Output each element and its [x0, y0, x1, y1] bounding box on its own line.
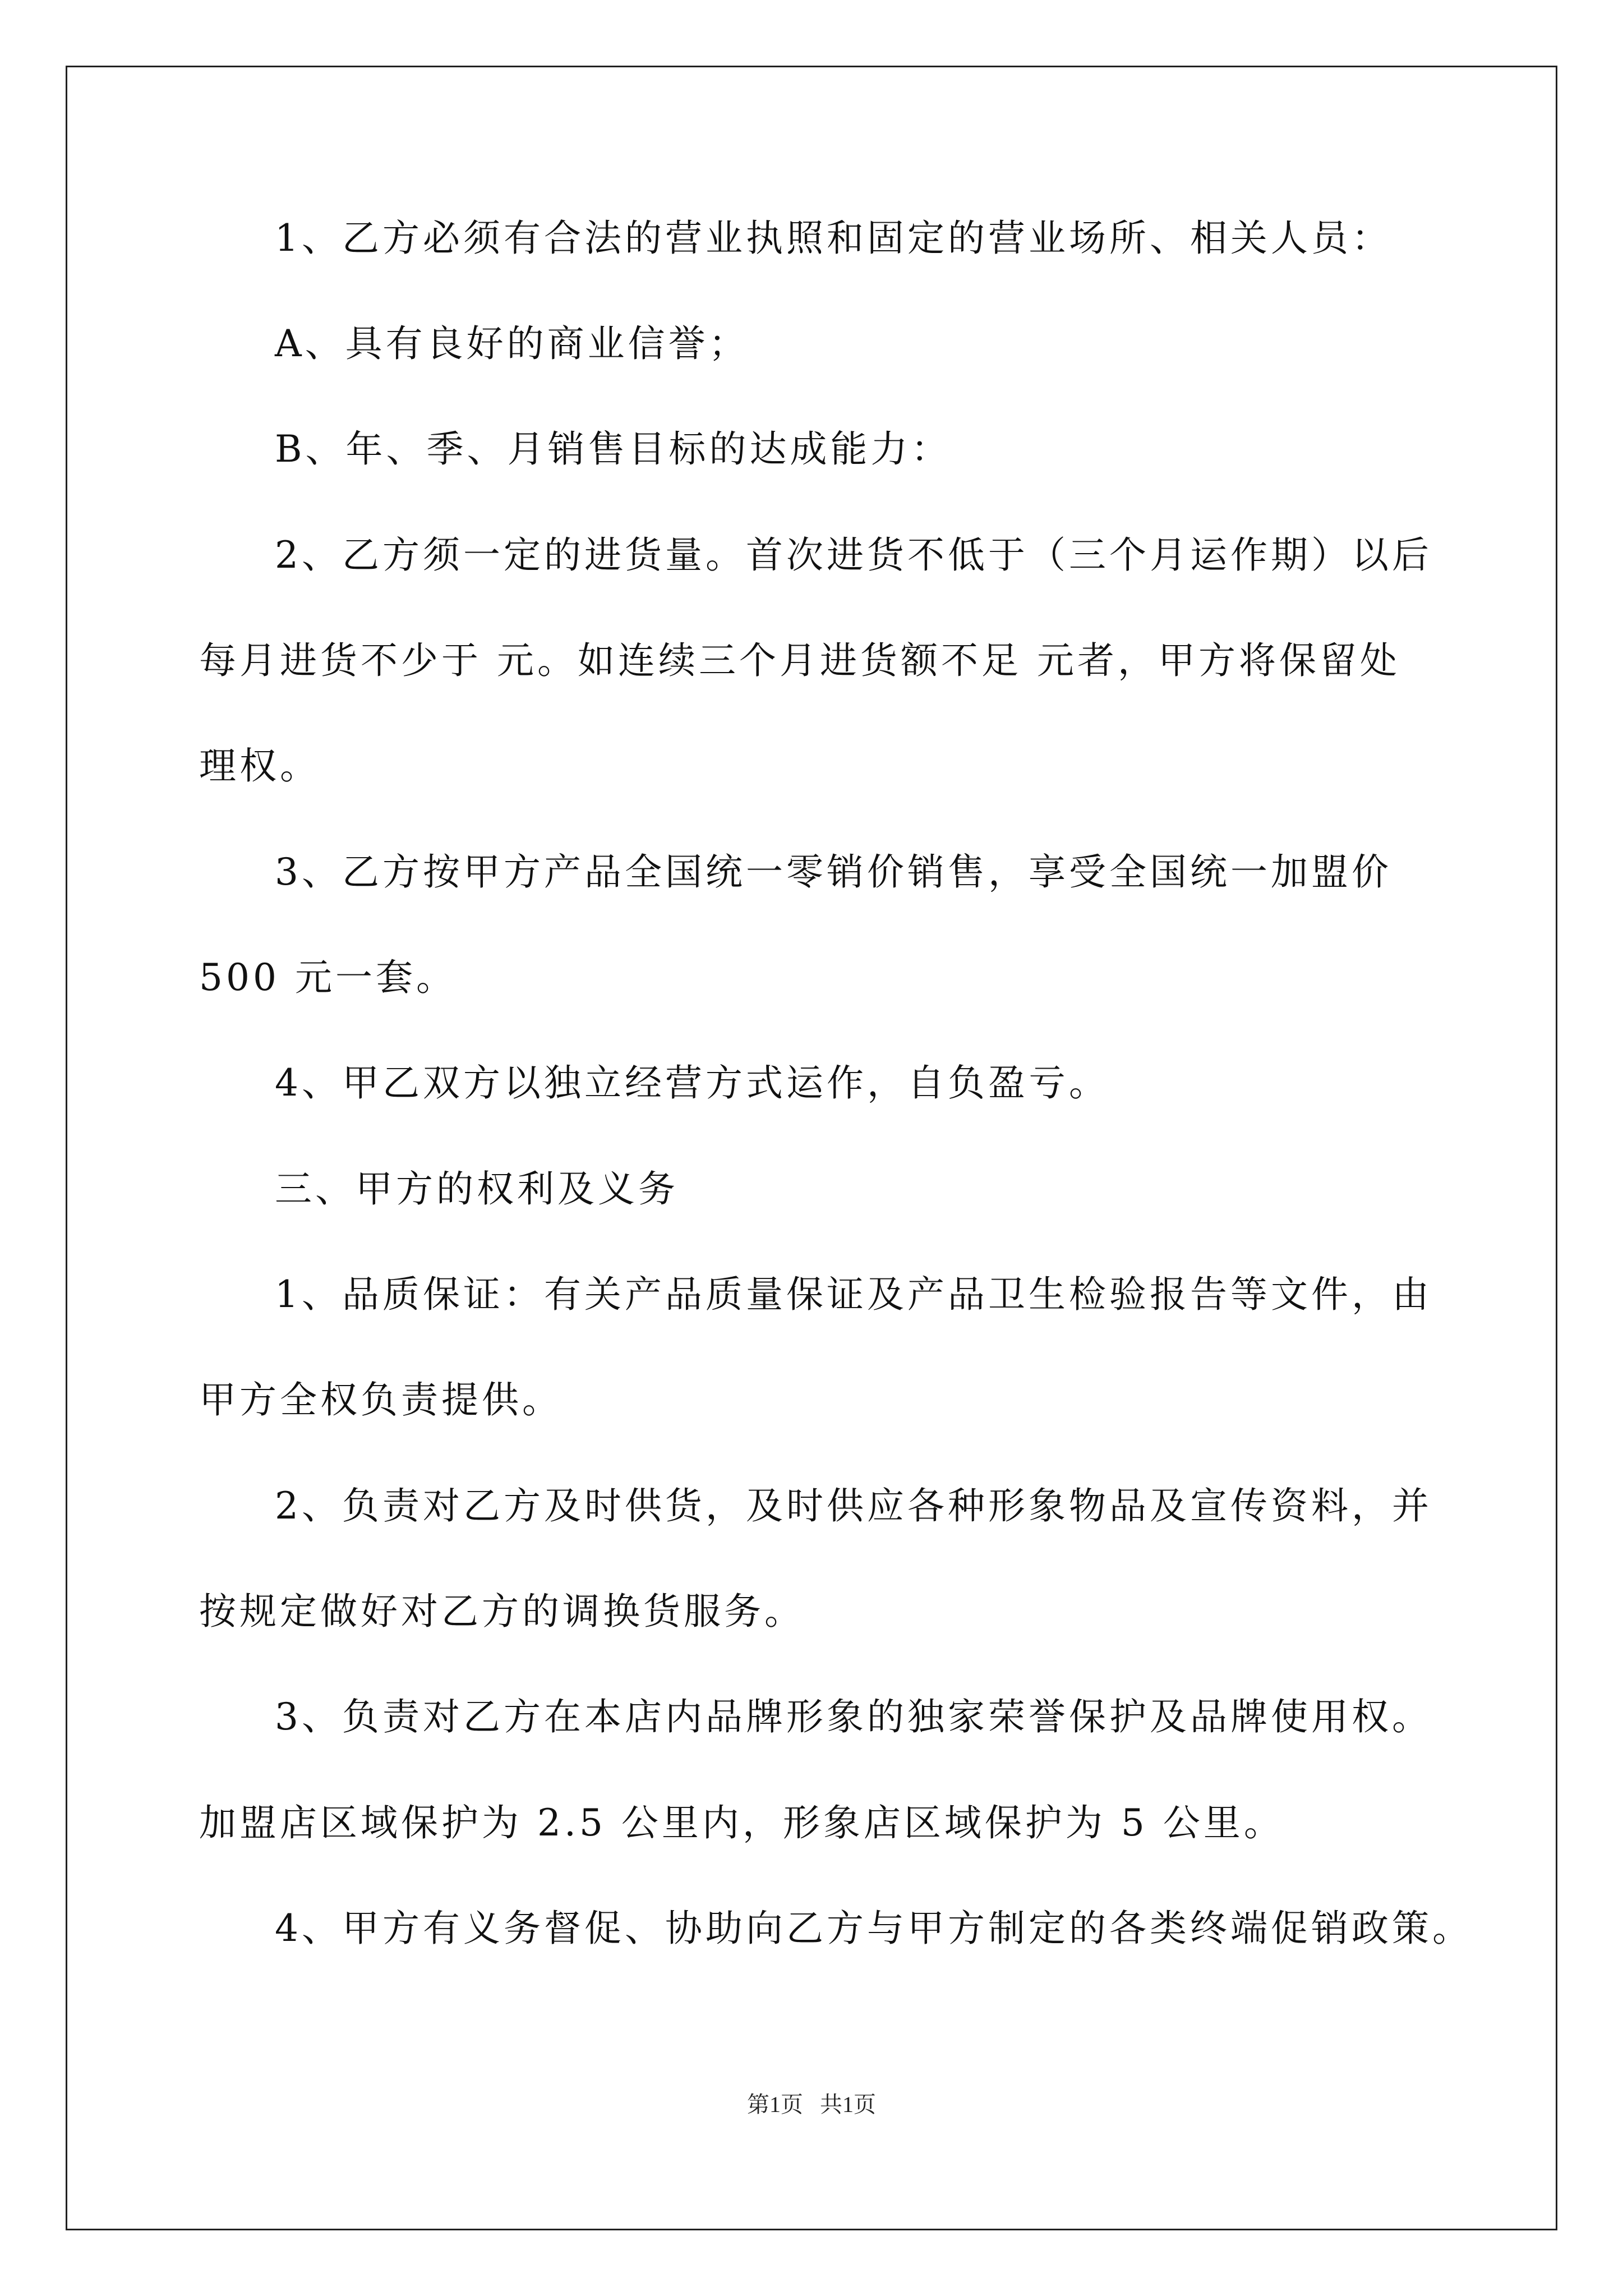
paragraph-line: 500 元一套。: [199, 956, 457, 999]
paragraph-line: 按规定做好对乙方的调换货服务。: [199, 1590, 805, 1633]
paragraph-line: A、具有良好的商业信誉；: [275, 322, 749, 365]
paragraph-line: B、年、季、月销售目标的达成能力：: [275, 427, 952, 471]
paragraph-line: 4、甲乙双方以独立经营方式运作，自负盈亏。: [275, 1061, 1109, 1105]
section-heading: 三、甲方的权利及义务: [275, 1167, 679, 1211]
paragraph-line: 理权。: [199, 744, 320, 788]
paragraph-line: 2、乙方须一定的进货量。首次进货不低于（三个月运作期）以后: [275, 533, 1432, 577]
paragraph-line: 3、负责对乙方在本店内品牌形象的独家荣誉保护及品牌使用权。: [275, 1695, 1432, 1738]
page-number: 第1页 共1页: [747, 2092, 876, 2117]
paragraph-line: 1、品质保证：有关产品质量保证及产品卫生检验报告等文件，由: [275, 1273, 1432, 1316]
paragraph-line: 1、乙方必须有合法的营业执照和固定的营业场所、相关人员：: [275, 217, 1392, 260]
paragraph-line: 2、负责对乙方及时供货，及时供应各种形象物品及宣传资料，并: [275, 1484, 1432, 1527]
paragraph-line: 甲方全权负责提供。: [199, 1378, 562, 1421]
paragraph-line: 每月进货不少于 元。如连续三个月进货额不足 元者，甲方将保留处: [199, 639, 1400, 682]
paragraph-line: 加盟店区域保护为 2.5 公里内，形象店区域保护为 5 公里。: [199, 1801, 1284, 1844]
paragraph-line: 4、甲方有义务督促、协助向乙方与甲方制定的各类终端促销政策。: [275, 1907, 1473, 1950]
paragraph-line: 3、乙方按甲方产品全国统一零销价销售，享受全国统一加盟价: [275, 850, 1392, 894]
